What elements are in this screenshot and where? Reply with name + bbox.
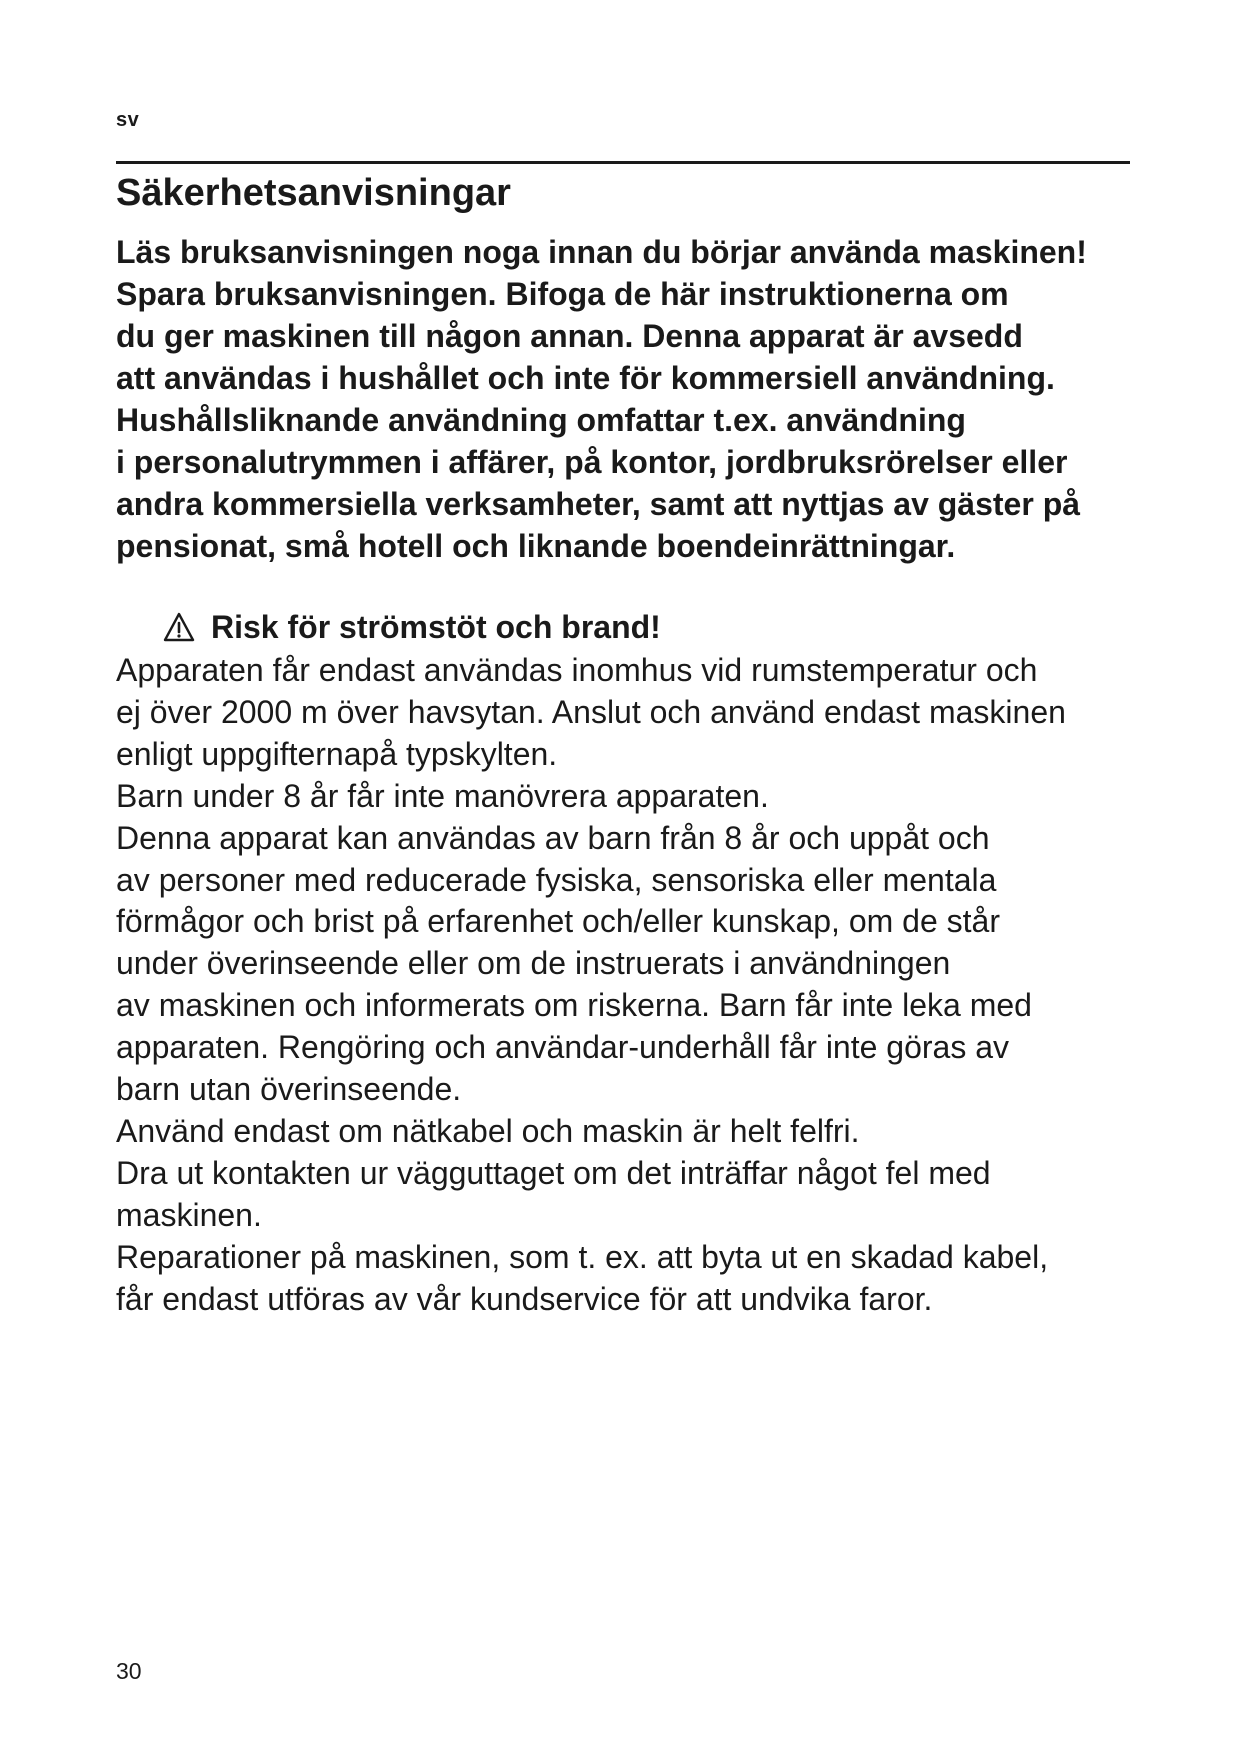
warning-heading-text: Risk för strömstöt och brand! [211, 609, 661, 645]
body-line: av personer med reducerade fysiska, sensoriska eller mentala [116, 861, 997, 898]
intro-line: Läs bruksanvisningen noga innan du börjar använda maskinen! [116, 234, 1087, 270]
body-line: ej över 2000 m över havsytan. Anslut och använd endast maskinen [116, 693, 1066, 730]
intro-line: du ger maskinen till någon annan. Denna apparat är avsedd [116, 318, 1023, 354]
body-line: under överinseende eller om de instruerats i användningen [116, 945, 951, 982]
page-number: 30 [116, 1658, 142, 1684]
body-line: Dra ut kontakten ur vägguttaget om det inträffar något fel med [116, 1154, 991, 1191]
intro-line: i personalutrymmen i affärer, på kontor, jordbruksrörelser eller [116, 444, 1068, 480]
safety-body-text [116, 650, 1146, 1321]
body-line: enligt uppgifternapå typskylten. [116, 735, 558, 772]
body-line: Använd endast om nätkabel och maskin är helt felfri. [116, 1112, 860, 1149]
warning-heading [163, 606, 661, 648]
body-line: maskinen. [116, 1196, 262, 1233]
intro-line: Hushållsliknande användning omfattar t.ex. användning [116, 402, 966, 438]
body-line: Barn under 8 år får inte manövrera apparaten. [116, 777, 769, 814]
section-title: Säkerhetsanvisningar [116, 172, 511, 214]
body-line: förmågor och brist på erfarenhet och/eller kunskap, om de står [116, 903, 1000, 940]
body-line: Denna apparat kan användas av barn från 8 år och uppåt och [116, 819, 990, 856]
body-line: Reparationer på maskinen, som t. ex. att byta ut en skadad kabel, [116, 1238, 1049, 1275]
intro-paragraph [116, 231, 1146, 567]
intro-line: Spara bruksanvisningen. Bifoga de här instruktionerna om [116, 276, 1009, 312]
body-line: apparaten. Rengöring och användar-underhåll får inte göras av [116, 1029, 1010, 1066]
intro-line: pensionat, små hotell och liknande boendeinrättningar. [116, 528, 956, 564]
body-line: får endast utföras av vår kundservice för att undvika faror. [116, 1280, 933, 1317]
body-line: av maskinen och informerats om riskerna. Barn får inte leka med [116, 987, 1032, 1024]
intro-line: att användas i hushållet och inte för kommersiell användning. [116, 360, 1055, 396]
body-line: Apparaten får endast användas inomhus vid rumstemperatur och [116, 652, 1038, 688]
warning-triangle-icon [163, 612, 195, 642]
language-code: sv [116, 109, 140, 131]
body-line: barn utan överinseende. [116, 1071, 462, 1108]
intro-line: andra kommersiella verksamheter, samt att nyttjas av gäster på [116, 486, 1081, 522]
header-divider [116, 161, 1130, 164]
